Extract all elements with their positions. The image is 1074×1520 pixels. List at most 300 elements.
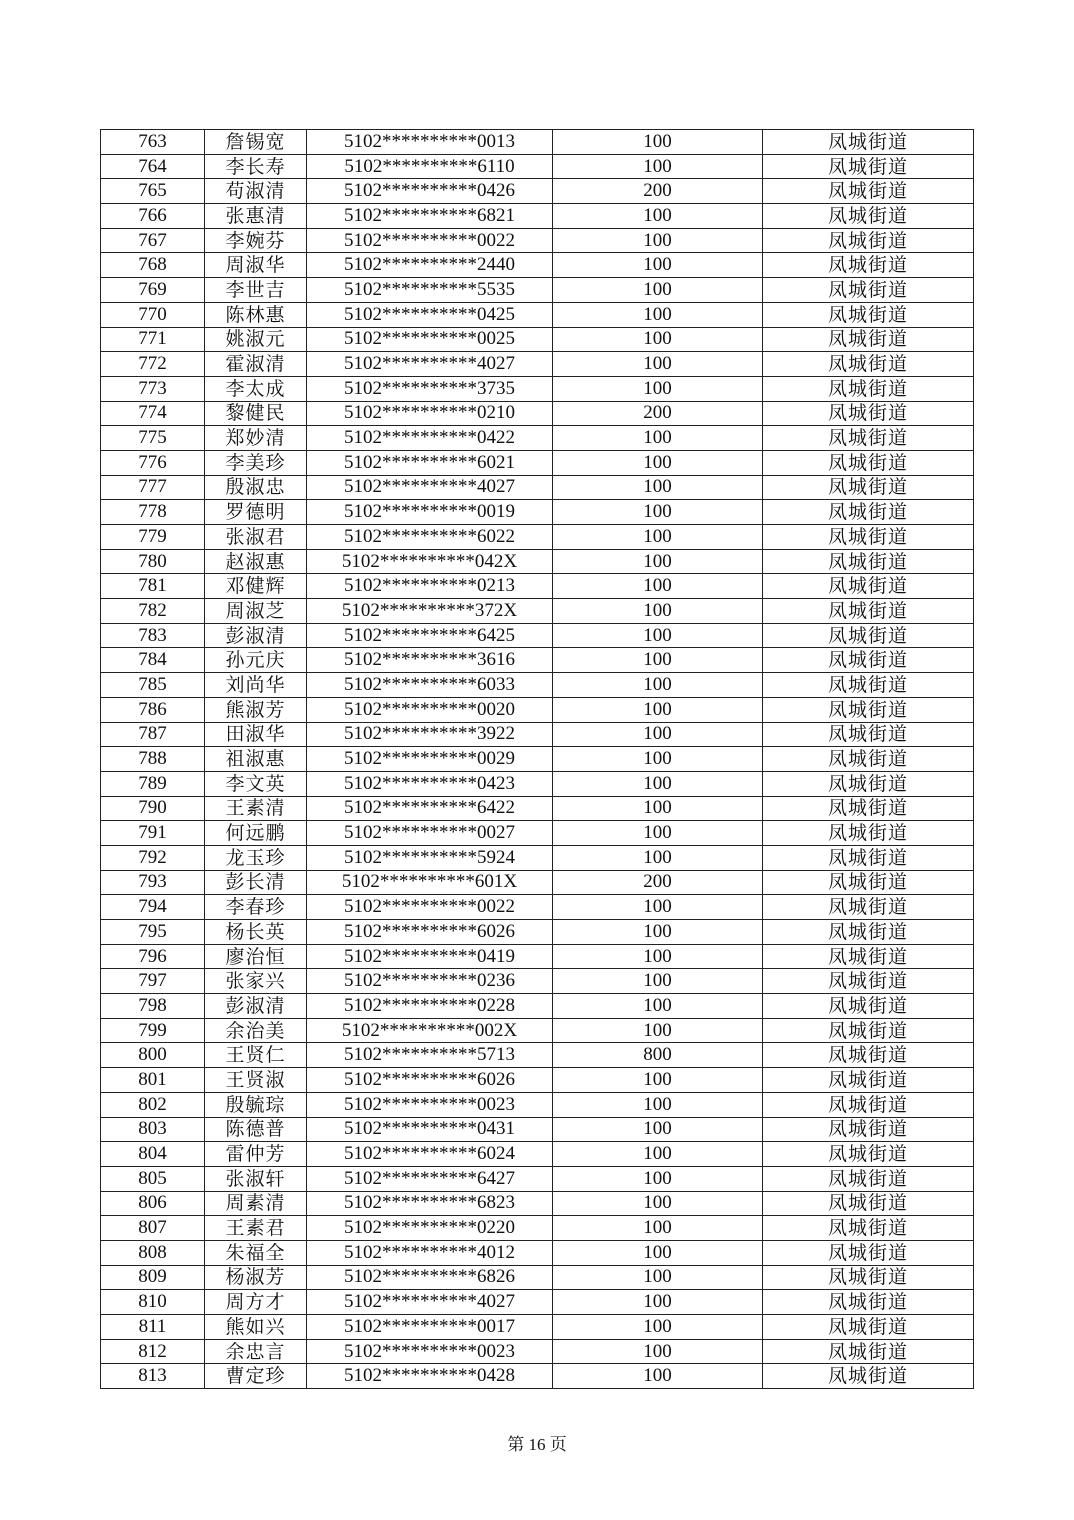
row-number-cell: 775 — [101, 426, 205, 451]
row-number-cell: 784 — [101, 648, 205, 673]
area-cell: 凤城街道 — [763, 1290, 974, 1315]
row-number-cell: 794 — [101, 895, 205, 920]
table-row — [101, 1339, 974, 1364]
row-number-cell: 809 — [101, 1265, 205, 1290]
row-number-cell: 801 — [101, 1068, 205, 1093]
amount-cell: 100 — [553, 920, 763, 945]
amount-cell: 100 — [553, 722, 763, 747]
table-row — [101, 1117, 974, 1142]
area-cell: 凤城街道 — [763, 895, 974, 920]
row-number-cell: 776 — [101, 450, 205, 475]
amount-cell: 100 — [553, 1315, 763, 1340]
id-number-cell: 5102**********6022 — [307, 525, 553, 550]
amount-cell: 100 — [553, 648, 763, 673]
area-cell: 凤城街道 — [763, 1216, 974, 1241]
area-cell: 凤城街道 — [763, 1339, 974, 1364]
table-row — [101, 1216, 974, 1241]
area-cell: 凤城街道 — [763, 352, 974, 377]
row-number-cell: 793 — [101, 870, 205, 895]
row-number-cell: 808 — [101, 1240, 205, 1265]
row-number-cell: 812 — [101, 1339, 205, 1364]
row-number-cell: 803 — [101, 1117, 205, 1142]
id-number-cell: 5102**********0428 — [307, 1364, 553, 1389]
name-cell: 何远鹏 — [205, 821, 307, 846]
id-number-cell: 5102**********0426 — [307, 179, 553, 204]
table-row — [101, 944, 974, 969]
amount-cell: 100 — [553, 574, 763, 599]
name-cell: 王素君 — [205, 1216, 307, 1241]
area-cell: 凤城街道 — [763, 204, 974, 229]
area-cell: 凤城街道 — [763, 1018, 974, 1043]
area-cell: 凤城街道 — [763, 426, 974, 451]
table-row — [101, 599, 974, 624]
table-row — [101, 154, 974, 179]
area-cell: 凤城街道 — [763, 228, 974, 253]
area-cell: 凤城街道 — [763, 771, 974, 796]
name-cell: 陈林惠 — [205, 302, 307, 327]
id-number-cell: 5102**********6823 — [307, 1191, 553, 1216]
row-number-cell: 774 — [101, 401, 205, 426]
amount-cell: 100 — [553, 253, 763, 278]
id-number-cell: 5102**********0017 — [307, 1315, 553, 1340]
name-cell: 熊淑芳 — [205, 697, 307, 722]
table-row — [101, 1290, 974, 1315]
page-footer — [0, 1430, 1074, 1455]
amount-cell: 200 — [553, 401, 763, 426]
amount-cell: 100 — [553, 599, 763, 624]
id-number-cell: 5102**********601X — [307, 870, 553, 895]
id-number-cell: 5102**********2440 — [307, 253, 553, 278]
amount-cell: 100 — [553, 302, 763, 327]
name-cell: 苟淑清 — [205, 179, 307, 204]
id-number-cell: 5102**********0213 — [307, 574, 553, 599]
area-cell: 凤城街道 — [763, 500, 974, 525]
table-row — [101, 821, 974, 846]
row-number-cell: 790 — [101, 796, 205, 821]
name-cell: 李婉芬 — [205, 228, 307, 253]
name-cell: 刘尚华 — [205, 673, 307, 698]
id-number-cell: 5102**********4027 — [307, 352, 553, 377]
id-number-cell: 5102**********5535 — [307, 278, 553, 303]
row-number-cell: 783 — [101, 623, 205, 648]
amount-cell: 100 — [553, 697, 763, 722]
area-cell: 凤城街道 — [763, 376, 974, 401]
id-number-cell: 5102**********6422 — [307, 796, 553, 821]
area-cell: 凤城街道 — [763, 1068, 974, 1093]
area-cell: 凤城街道 — [763, 1265, 974, 1290]
name-cell: 霍淑清 — [205, 352, 307, 377]
table-row — [101, 1092, 974, 1117]
name-cell: 孙元庆 — [205, 648, 307, 673]
name-cell: 周淑华 — [205, 253, 307, 278]
row-number-cell: 791 — [101, 821, 205, 846]
amount-cell: 100 — [553, 1092, 763, 1117]
amount-cell: 100 — [553, 673, 763, 698]
area-cell: 凤城街道 — [763, 278, 974, 303]
amount-cell: 100 — [553, 895, 763, 920]
row-number-cell: 770 — [101, 302, 205, 327]
area-cell: 凤城街道 — [763, 1364, 974, 1389]
area-cell: 凤城街道 — [763, 796, 974, 821]
area-cell: 凤城街道 — [763, 821, 974, 846]
id-number-cell: 5102**********0022 — [307, 228, 553, 253]
id-number-cell: 5102**********0019 — [307, 500, 553, 525]
id-number-cell: 5102**********042X — [307, 549, 553, 574]
name-cell: 郑妙清 — [205, 426, 307, 451]
table-row — [101, 648, 974, 673]
amount-cell: 100 — [553, 1142, 763, 1167]
area-cell: 凤城街道 — [763, 179, 974, 204]
area-cell: 凤城街道 — [763, 870, 974, 895]
id-number-cell: 5102**********0210 — [307, 401, 553, 426]
row-number-cell: 779 — [101, 525, 205, 550]
amount-cell: 100 — [553, 821, 763, 846]
id-number-cell: 5102**********0228 — [307, 994, 553, 1019]
amount-cell: 100 — [553, 1240, 763, 1265]
amount-cell: 100 — [553, 1290, 763, 1315]
table-row — [101, 475, 974, 500]
amount-cell: 100 — [553, 450, 763, 475]
id-number-cell: 5102**********5924 — [307, 845, 553, 870]
row-number-cell: 780 — [101, 549, 205, 574]
table-row — [101, 845, 974, 870]
row-number-cell: 771 — [101, 327, 205, 352]
row-number-cell: 807 — [101, 1216, 205, 1241]
row-number-cell: 782 — [101, 599, 205, 624]
id-number-cell: 5102**********0025 — [307, 327, 553, 352]
page-number: 第 16 页 — [507, 1435, 567, 1454]
area-cell: 凤城街道 — [763, 1166, 974, 1191]
name-cell: 王素清 — [205, 796, 307, 821]
table-row — [101, 697, 974, 722]
amount-cell: 100 — [553, 623, 763, 648]
name-cell: 周方才 — [205, 1290, 307, 1315]
name-cell: 殷淑忠 — [205, 475, 307, 500]
area-cell: 凤城街道 — [763, 525, 974, 550]
name-cell: 曹定珍 — [205, 1364, 307, 1389]
area-cell: 凤城街道 — [763, 623, 974, 648]
row-number-cell: 777 — [101, 475, 205, 500]
id-number-cell: 5102**********0023 — [307, 1339, 553, 1364]
name-cell: 余忠言 — [205, 1339, 307, 1364]
id-number-cell: 5102**********0431 — [307, 1117, 553, 1142]
row-number-cell: 795 — [101, 920, 205, 945]
table-row — [101, 796, 974, 821]
amount-cell: 100 — [553, 426, 763, 451]
row-number-cell: 778 — [101, 500, 205, 525]
row-number-cell: 785 — [101, 673, 205, 698]
name-cell: 李太成 — [205, 376, 307, 401]
row-number-cell: 768 — [101, 253, 205, 278]
id-number-cell: 5102**********0027 — [307, 821, 553, 846]
id-number-cell: 5102**********4012 — [307, 1240, 553, 1265]
table-row — [101, 327, 974, 352]
row-number-cell: 766 — [101, 204, 205, 229]
id-number-cell: 5102**********3616 — [307, 648, 553, 673]
row-number-cell: 789 — [101, 771, 205, 796]
amount-cell: 100 — [553, 1216, 763, 1241]
id-number-cell: 5102**********0013 — [307, 130, 553, 155]
row-number-cell: 802 — [101, 1092, 205, 1117]
table-row — [101, 870, 974, 895]
table-row — [101, 623, 974, 648]
id-number-cell: 5102**********6026 — [307, 1068, 553, 1093]
id-number-cell: 5102**********0236 — [307, 969, 553, 994]
name-cell: 龙玉珍 — [205, 845, 307, 870]
amount-cell: 100 — [553, 994, 763, 1019]
row-number-cell: 799 — [101, 1018, 205, 1043]
table-row — [101, 179, 974, 204]
name-cell: 田淑华 — [205, 722, 307, 747]
amount-cell: 100 — [553, 1364, 763, 1389]
row-number-cell: 813 — [101, 1364, 205, 1389]
amount-cell: 100 — [553, 154, 763, 179]
row-number-cell: 798 — [101, 994, 205, 1019]
id-number-cell: 5102**********0422 — [307, 426, 553, 451]
row-number-cell: 781 — [101, 574, 205, 599]
table-row — [101, 1265, 974, 1290]
table-row — [101, 525, 974, 550]
name-cell: 周素清 — [205, 1191, 307, 1216]
area-cell: 凤城街道 — [763, 549, 974, 574]
name-cell: 彭淑清 — [205, 994, 307, 1019]
name-cell: 李文英 — [205, 771, 307, 796]
area-cell: 凤城街道 — [763, 253, 974, 278]
id-number-cell: 5102**********6021 — [307, 450, 553, 475]
table-row — [101, 500, 974, 525]
name-cell: 彭淑清 — [205, 623, 307, 648]
name-cell: 张惠清 — [205, 204, 307, 229]
id-number-cell: 5102**********0023 — [307, 1092, 553, 1117]
name-cell: 廖治恒 — [205, 944, 307, 969]
area-cell: 凤城街道 — [763, 1142, 974, 1167]
amount-cell: 100 — [553, 204, 763, 229]
table-row — [101, 253, 974, 278]
table-row — [101, 1240, 974, 1265]
area-cell: 凤城街道 — [763, 475, 974, 500]
name-cell: 殷毓琮 — [205, 1092, 307, 1117]
area-cell: 凤城街道 — [763, 1092, 974, 1117]
table-row — [101, 673, 974, 698]
row-number-cell: 804 — [101, 1142, 205, 1167]
name-cell: 王贤仁 — [205, 1043, 307, 1068]
area-cell: 凤城街道 — [763, 327, 974, 352]
name-cell: 王贤淑 — [205, 1068, 307, 1093]
table-row — [101, 1315, 974, 1340]
area-cell: 凤城街道 — [763, 599, 974, 624]
table-row — [101, 549, 974, 574]
id-number-cell: 5102**********6821 — [307, 204, 553, 229]
table-row — [101, 1018, 974, 1043]
id-number-cell: 5102**********4027 — [307, 475, 553, 500]
row-number-cell: 763 — [101, 130, 205, 155]
row-number-cell: 805 — [101, 1166, 205, 1191]
table-row — [101, 771, 974, 796]
table-row — [101, 722, 974, 747]
table-row — [101, 574, 974, 599]
table-row — [101, 450, 974, 475]
id-number-cell: 5102**********5713 — [307, 1043, 553, 1068]
id-number-cell: 5102**********6033 — [307, 673, 553, 698]
row-number-cell: 764 — [101, 154, 205, 179]
name-cell: 余治美 — [205, 1018, 307, 1043]
name-cell: 邓健辉 — [205, 574, 307, 599]
row-number-cell: 767 — [101, 228, 205, 253]
amount-cell: 100 — [553, 944, 763, 969]
table-row — [101, 1043, 974, 1068]
table-row — [101, 1364, 974, 1389]
id-number-cell: 5102**********3922 — [307, 722, 553, 747]
amount-cell: 100 — [553, 500, 763, 525]
area-cell: 凤城街道 — [763, 944, 974, 969]
name-cell: 杨长英 — [205, 920, 307, 945]
table-row — [101, 204, 974, 229]
table-row — [101, 401, 974, 426]
amount-cell: 100 — [553, 1166, 763, 1191]
id-number-cell: 5102**********6110 — [307, 154, 553, 179]
area-cell: 凤城街道 — [763, 920, 974, 945]
row-number-cell: 772 — [101, 352, 205, 377]
name-cell: 李长寿 — [205, 154, 307, 179]
recipient-table — [100, 129, 974, 1389]
table-row — [101, 376, 974, 401]
amount-cell: 100 — [553, 1068, 763, 1093]
table-row — [101, 969, 974, 994]
table-row — [101, 278, 974, 303]
id-number-cell: 5102**********3735 — [307, 376, 553, 401]
name-cell: 张淑轩 — [205, 1166, 307, 1191]
area-cell: 凤城街道 — [763, 1191, 974, 1216]
amount-cell: 100 — [553, 796, 763, 821]
area-cell: 凤城街道 — [763, 673, 974, 698]
amount-cell: 100 — [553, 130, 763, 155]
row-number-cell: 797 — [101, 969, 205, 994]
name-cell: 朱福全 — [205, 1240, 307, 1265]
row-number-cell: 792 — [101, 845, 205, 870]
id-number-cell: 5102**********372X — [307, 599, 553, 624]
name-cell: 黎健民 — [205, 401, 307, 426]
area-cell: 凤城街道 — [763, 302, 974, 327]
table-row — [101, 352, 974, 377]
name-cell: 姚淑元 — [205, 327, 307, 352]
name-cell: 赵淑惠 — [205, 549, 307, 574]
id-number-cell: 5102**********0423 — [307, 771, 553, 796]
id-number-cell: 5102**********002X — [307, 1018, 553, 1043]
amount-cell: 200 — [553, 870, 763, 895]
area-cell: 凤城街道 — [763, 648, 974, 673]
table-body — [101, 130, 974, 1389]
amount-cell: 100 — [553, 969, 763, 994]
area-cell: 凤城街道 — [763, 1240, 974, 1265]
name-cell: 李春珍 — [205, 895, 307, 920]
id-number-cell: 5102**********0419 — [307, 944, 553, 969]
table-row — [101, 994, 974, 1019]
amount-cell: 100 — [553, 376, 763, 401]
amount-cell: 800 — [553, 1043, 763, 1068]
row-number-cell: 769 — [101, 278, 205, 303]
name-cell: 熊如兴 — [205, 1315, 307, 1340]
row-number-cell: 765 — [101, 179, 205, 204]
area-cell: 凤城街道 — [763, 697, 974, 722]
area-cell: 凤城街道 — [763, 994, 974, 1019]
id-number-cell: 5102**********6425 — [307, 623, 553, 648]
row-number-cell: 788 — [101, 747, 205, 772]
table-row — [101, 1142, 974, 1167]
amount-cell: 200 — [553, 179, 763, 204]
row-number-cell: 810 — [101, 1290, 205, 1315]
amount-cell: 100 — [553, 352, 763, 377]
area-cell: 凤城街道 — [763, 747, 974, 772]
area-cell: 凤城街道 — [763, 154, 974, 179]
id-number-cell: 5102**********6427 — [307, 1166, 553, 1191]
area-cell: 凤城街道 — [763, 1315, 974, 1340]
table-row — [101, 1191, 974, 1216]
id-number-cell: 5102**********0425 — [307, 302, 553, 327]
name-cell: 祖淑惠 — [205, 747, 307, 772]
table-row — [101, 228, 974, 253]
amount-cell: 100 — [553, 327, 763, 352]
amount-cell: 100 — [553, 1265, 763, 1290]
area-cell: 凤城街道 — [763, 845, 974, 870]
id-number-cell: 5102**********0022 — [307, 895, 553, 920]
id-number-cell: 5102**********4027 — [307, 1290, 553, 1315]
name-cell: 陈德普 — [205, 1117, 307, 1142]
area-cell: 凤城街道 — [763, 401, 974, 426]
amount-cell: 100 — [553, 278, 763, 303]
amount-cell: 100 — [553, 1191, 763, 1216]
amount-cell: 100 — [553, 1117, 763, 1142]
name-cell: 杨淑芳 — [205, 1265, 307, 1290]
amount-cell: 100 — [553, 771, 763, 796]
id-number-cell: 5102**********6826 — [307, 1265, 553, 1290]
id-number-cell: 5102**********0029 — [307, 747, 553, 772]
id-number-cell: 5102**********6024 — [307, 1142, 553, 1167]
name-cell: 张家兴 — [205, 969, 307, 994]
table-row — [101, 426, 974, 451]
amount-cell: 100 — [553, 1018, 763, 1043]
amount-cell: 100 — [553, 1339, 763, 1364]
row-number-cell: 796 — [101, 944, 205, 969]
name-cell: 雷仲芳 — [205, 1142, 307, 1167]
row-number-cell: 806 — [101, 1191, 205, 1216]
table-row — [101, 130, 974, 155]
row-number-cell: 787 — [101, 722, 205, 747]
name-cell: 李世吉 — [205, 278, 307, 303]
table-row — [101, 302, 974, 327]
name-cell: 李美珍 — [205, 450, 307, 475]
row-number-cell: 811 — [101, 1315, 205, 1340]
row-number-cell: 786 — [101, 697, 205, 722]
area-cell: 凤城街道 — [763, 574, 974, 599]
row-number-cell: 800 — [101, 1043, 205, 1068]
amount-cell: 100 — [553, 549, 763, 574]
table-row — [101, 1166, 974, 1191]
amount-cell: 100 — [553, 845, 763, 870]
table-row — [101, 1068, 974, 1093]
name-cell: 张淑君 — [205, 525, 307, 550]
area-cell: 凤城街道 — [763, 1043, 974, 1068]
area-cell: 凤城街道 — [763, 1117, 974, 1142]
row-number-cell: 773 — [101, 376, 205, 401]
table-row — [101, 895, 974, 920]
name-cell: 彭长清 — [205, 870, 307, 895]
amount-cell: 100 — [553, 228, 763, 253]
area-cell: 凤城街道 — [763, 130, 974, 155]
amount-cell: 100 — [553, 747, 763, 772]
area-cell: 凤城街道 — [763, 722, 974, 747]
area-cell: 凤城街道 — [763, 450, 974, 475]
id-number-cell: 5102**********0220 — [307, 1216, 553, 1241]
